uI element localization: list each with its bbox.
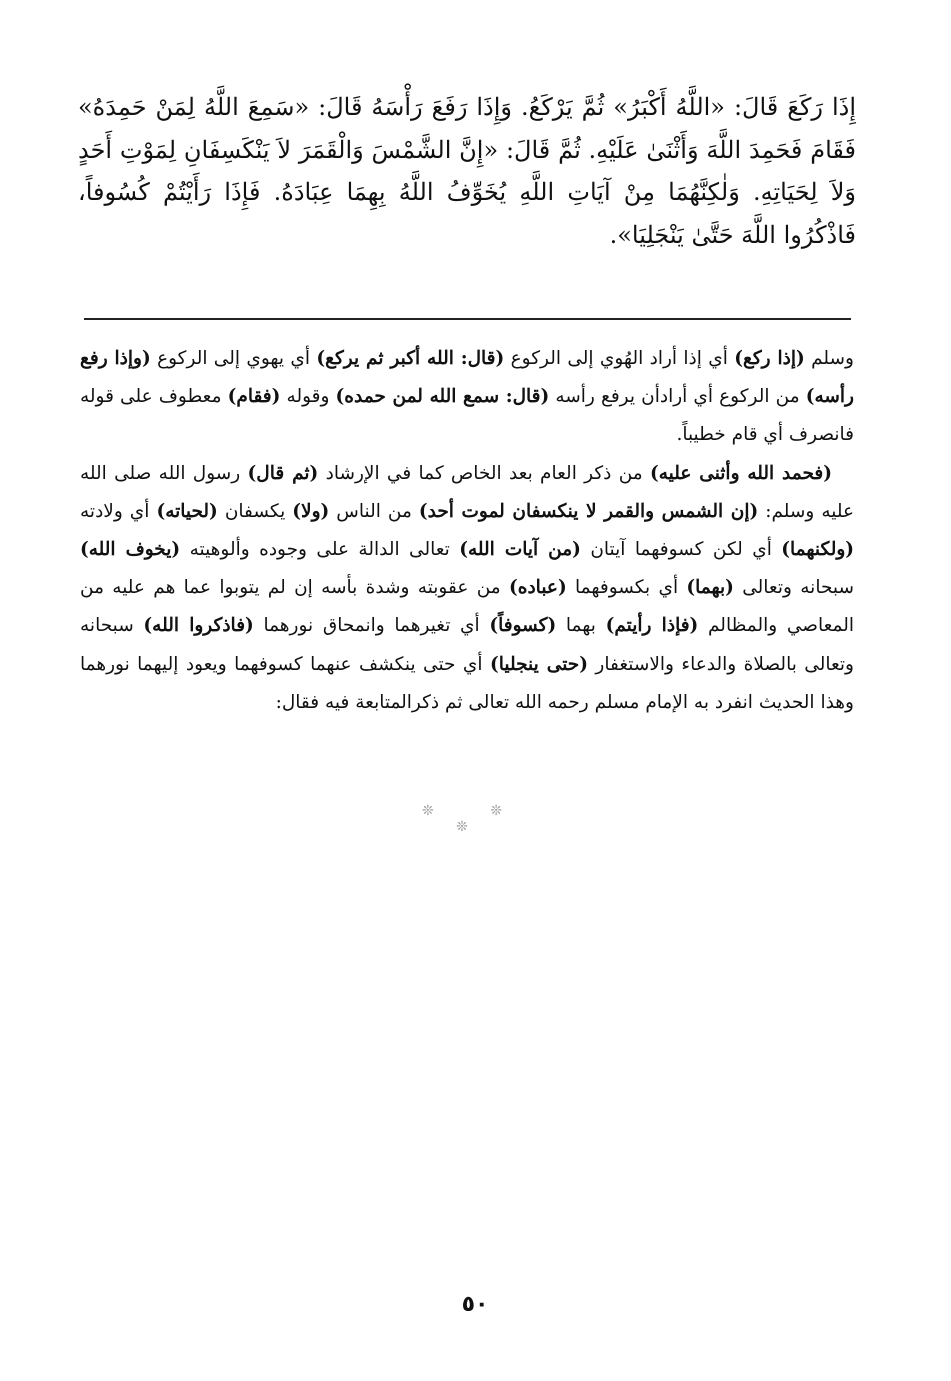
commentary-text: أي لكن كسوفهما آيتان [580,539,782,561]
commentary-quote: (يخوف الله) [80,539,181,561]
commentary-quote: (بهما) [686,577,734,599]
commentary-quote: (من آيات الله) [459,539,581,561]
commentary-text: وسلم [804,348,854,369]
commentary-quote: (فإذا رأيتم) [605,615,699,637]
commentary-quote: (ثم قال) [247,462,319,484]
hadith-paragraph: إِذَا رَكَعَ قَالَ: «اللَّهُ أَكْبَرُ» ثُمَّ يَرْكَعُ. وَإِذَا رَفَعَ رَأْسَهُ قَالَ: «سَمِعَ اللَّهُ لِمَنْ حَمِدَهُ» فَقَامَ فَحَمِدَ اللَّهَ وَأَثْنَىٰ عَلَيْهِ. ثُمَّ قَالَ: «إِنَّ الشَّمْسَ وَالْقَمَرَ لاَ يَنْكَسِفَانِ لِمَوْتِ أَحَدٍ وَلاَ لِحَيَاتِهِ. وَلٰكِنَّهُمَا مِنْ آيَاتِ اللَّهِ يُخَوِّفُ اللَّهُ بِهِمَا عِبَادَهُ. فَإِذَا رَأَيْتُمْ كُسُوفاً، فَاذْكُرُوا اللَّهَ حَتَّىٰ يَنْجَلِيَا». [78,93,857,249]
commentary-text: أي حتى ينكشف عنهما كسوفهما ويعود إليهما نورهما وهذا الحديث انفرد به الإمام مسلم رحمه الله تعالى ثم ذكرالمتابعة فيه فقال: [80,653,854,713]
commentary-text: سبحانه وتعالى بالصلاة والدعاء والاستغفار [80,615,854,675]
section-ornament: ❊ ❊ ❊ [422,803,528,835]
commentary-quote: (عباده) [509,577,567,599]
commentary-quote: (كسوفاً) [489,615,557,637]
commentary-text: تعالى الدالة على وجوده وألوهيته [180,539,460,561]
commentary-text: أي بكسوفهما [566,577,687,599]
commentary-text: معطوف على قوله فانصرف أي قام خطيباً. [80,386,854,446]
footnote-divider [84,318,851,320]
commentary-quote: (ولا) [292,500,330,522]
commentary-text: من عقوبته وشدة بأسه إن لم يتوبوا عما هم عليه من المعاصي والمظالم [80,577,854,637]
commentary-quote: (إذا ركع) [734,348,805,369]
commentary-text: أي يهوي إلى الركوع [150,348,317,369]
hadith-text-block [78,86,856,256]
commentary-quote: (فقام) [227,386,281,408]
commentary-paragraph-1 [80,340,854,455]
commentary-quote: (وإذا رفع رأسه) [80,348,854,408]
commentary-quote: (لحياته) [156,500,218,522]
commentary-text: أي إذا أراد الهُوي إلى الركوع [504,348,735,369]
commentary-text: أي ولادته [80,500,157,522]
commentary-quote: (فحمد الله وأثنى عليه) [650,462,832,484]
page-number: ٥٠ [461,1292,489,1317]
commentary-paragraph-2 [80,455,854,722]
commentary-text: بهما [556,615,606,637]
commentary-text: من ذكر العام بعد الخاص كما في الإرشاد [318,462,650,484]
commentary-block [80,340,854,722]
commentary-text: وقوله [280,386,336,408]
commentary-text: رسول الله صلى الله عليه وسلم: [80,462,855,522]
commentary-text: من الناس [329,500,419,522]
commentary-text: يكسفان [217,500,293,522]
commentary-text: سبحانه وتعالى [733,577,854,599]
commentary-text: أي تغيرهما وانمحاق نورهما [253,615,490,637]
commentary-text: من الركوع أي أرادأن يرفع رأسه [549,386,806,408]
commentary-quote: (قال: سمع الله لمن حمده) [335,386,550,408]
commentary-quote: (فاذكروا الله) [143,615,254,637]
commentary-quote: (ولكنهما) [781,539,855,561]
commentary-quote: (قال: الله أكبر ثم يركع) [316,348,505,369]
commentary-quote: (حتى ينجليا) [490,653,588,675]
commentary-quote: (إن الشمس والقمر لا ينكسفان لموت أحد) [418,500,759,522]
